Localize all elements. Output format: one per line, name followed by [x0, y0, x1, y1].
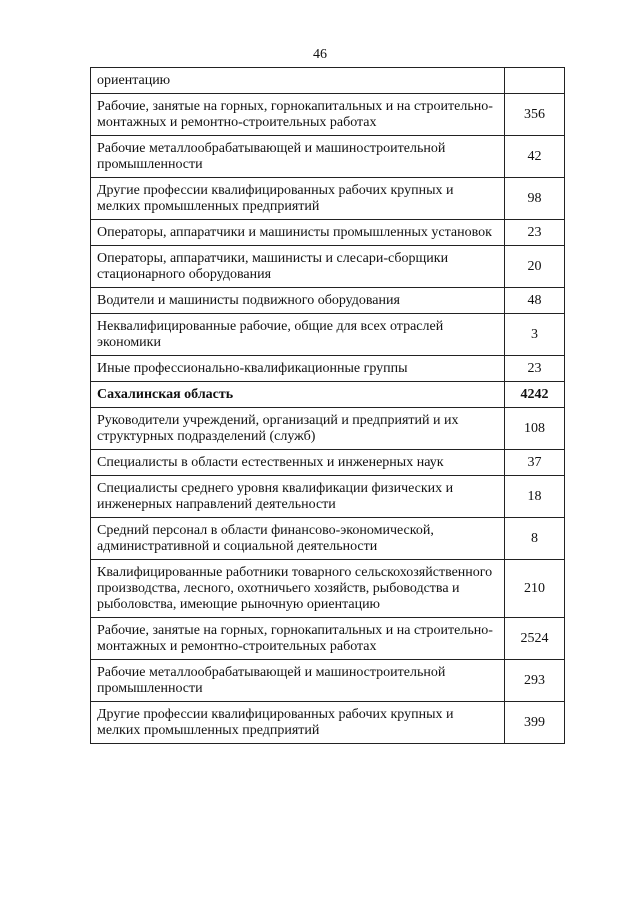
- row-value: 37: [504, 450, 564, 476]
- row-label: ориентацию: [91, 68, 505, 94]
- row-value: 48: [504, 288, 564, 314]
- table-row: [91, 702, 565, 744]
- row-value: 20: [504, 246, 564, 288]
- row-label: Рабочие, занятые на горных, горнокапитальных и на строительно-монтажных и ремонтно-строительных работах: [91, 94, 505, 136]
- table-row: [91, 178, 565, 220]
- row-label: Руководители учреждений, организаций и предприятий и их структурных подразделений (служб): [91, 408, 505, 450]
- table-row: [91, 314, 565, 356]
- row-value: 98: [504, 178, 564, 220]
- row-label: Иные профессионально-квалификационные группы: [91, 356, 505, 382]
- row-label: Водители и машинисты подвижного оборудования: [91, 288, 505, 314]
- table-row: [91, 618, 565, 660]
- table-row: [91, 518, 565, 560]
- region-total-row: [91, 382, 565, 408]
- page-number: 46: [313, 47, 327, 62]
- row-label: Специалисты в области естественных и инженерных наук: [91, 450, 505, 476]
- table-row: [91, 660, 565, 702]
- row-value: 18: [504, 476, 564, 518]
- row-value: 399: [504, 702, 564, 744]
- table-row: [91, 450, 565, 476]
- row-value: 3: [504, 314, 564, 356]
- statistics-table: [90, 67, 565, 744]
- row-label: Неквалифицированные рабочие, общие для всех отраслей экономики: [91, 314, 505, 356]
- table-row: [91, 246, 565, 288]
- table-row: [91, 136, 565, 178]
- table-row: [91, 356, 565, 382]
- table-row: [91, 408, 565, 450]
- row-value: 23: [504, 220, 564, 246]
- row-value: 23: [504, 356, 564, 382]
- table-row: [91, 220, 565, 246]
- table-row: [91, 288, 565, 314]
- row-value: 210: [504, 560, 564, 618]
- row-value: 356: [504, 94, 564, 136]
- row-label: Операторы, аппаратчики, машинисты и слесари-сборщики стационарного оборудования: [91, 246, 505, 288]
- row-label: Рабочие металлообрабатывающей и машиностроительной промышленности: [91, 136, 505, 178]
- row-value: 108: [504, 408, 564, 450]
- row-label: Квалифицированные работники товарного сельскохозяйственного производства, лесного, охотничьего хозяйств, рыбоводства и рыболовства, имеющие рыночную ориентацию: [91, 560, 505, 618]
- row-label: Средний персонал в области финансово-экономической, административной и социальной деятельности: [91, 518, 505, 560]
- row-label: Рабочие, занятые на горных, горнокапитальных и на строительно-монтажных и ремонтно-строительных работах: [91, 618, 505, 660]
- row-label: Специалисты среднего уровня квалификации физических и инженерных направлений деятельности: [91, 476, 505, 518]
- table-body: [91, 68, 565, 744]
- region-name: Сахалинская область: [91, 382, 505, 408]
- row-value: 8: [504, 518, 564, 560]
- table-row: [91, 68, 565, 94]
- table-row: [91, 94, 565, 136]
- row-label: Рабочие металлообрабатывающей и машиностроительной промышленности: [91, 660, 505, 702]
- table-row: [91, 476, 565, 518]
- row-value: 42: [504, 136, 564, 178]
- row-value: 2524: [504, 618, 564, 660]
- row-value: [504, 68, 564, 94]
- row-label: Операторы, аппаратчики и машинисты промышленных установок: [91, 220, 505, 246]
- table-row: [91, 560, 565, 618]
- region-total: 4242: [504, 382, 564, 408]
- row-label: Другие профессии квалифицированных рабочих крупных и мелких промышленных предприятий: [91, 702, 505, 744]
- row-value: 293: [504, 660, 564, 702]
- row-label: Другие профессии квалифицированных рабочих крупных и мелких промышленных предприятий: [91, 178, 505, 220]
